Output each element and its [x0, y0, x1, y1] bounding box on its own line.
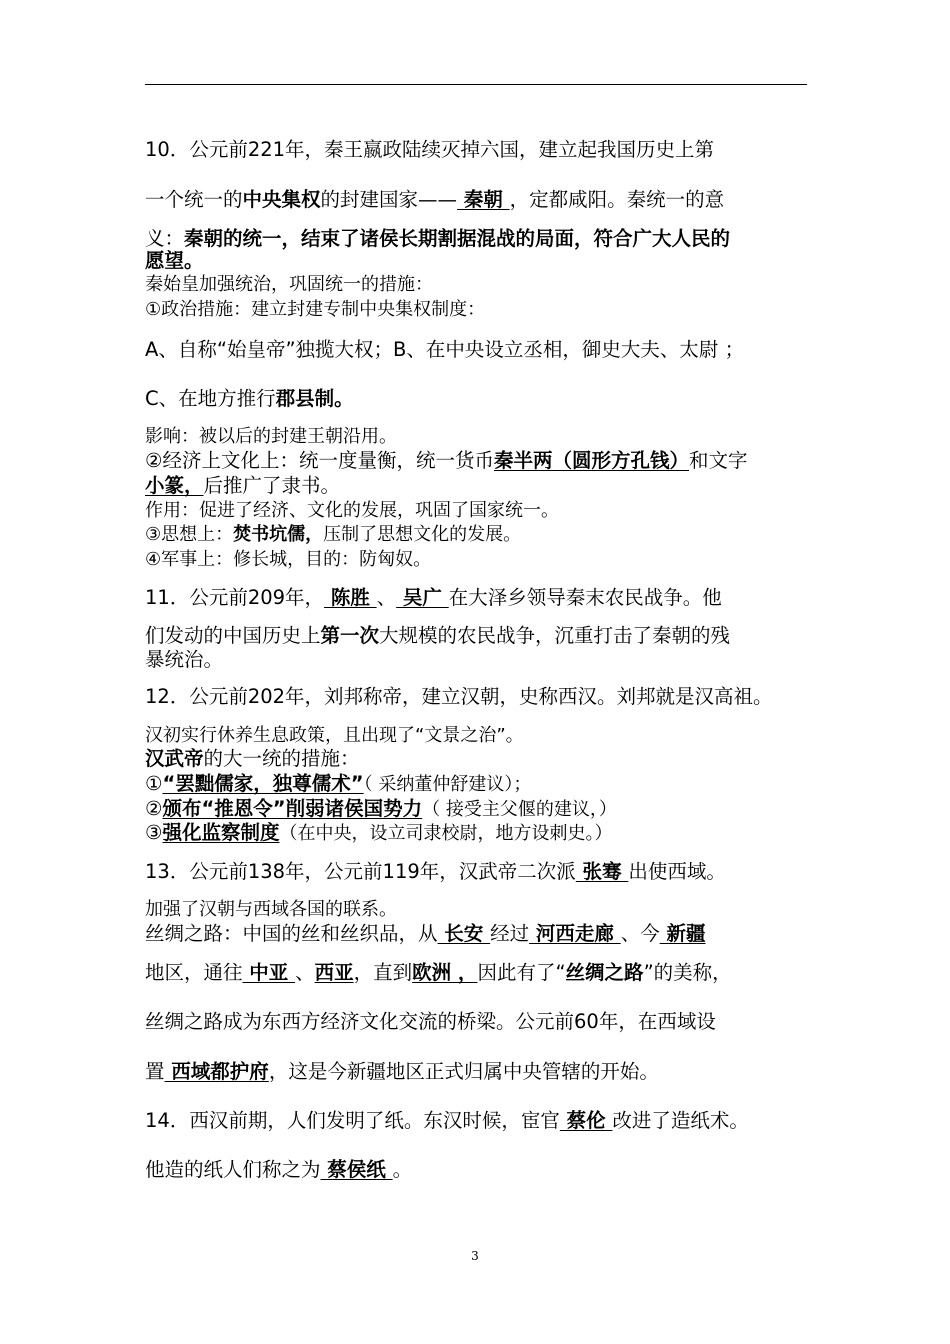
answer-blank: 小篆， — [145, 474, 204, 497]
q10-line-1: 10．公元前221年，秦王嬴政陆续灭掉六国，建立起我国历史上第 — [145, 138, 715, 161]
q14-line-2: 他造的纸人们称之为 蔡侯纸 。 — [145, 1158, 413, 1181]
q13-line-4: 地区，通往 中亚 、西亚，直到欧洲 ，因此有了“丝绸之路”的美称， — [145, 961, 732, 984]
q10-line-8: C、在地方推行郡县制。 — [145, 387, 354, 410]
q12-line-2: 汉初实行休养生息政策，且出现了“文景之治”。 — [145, 725, 524, 746]
q10-line-6: ①政治措施：建立封建专制中央集权制度： — [145, 299, 486, 320]
q10-line-7: A、自称“始皇帝”独揽大权；B、在中央设立丞相，御史大夫、太尉 ； — [145, 338, 745, 361]
q10-line-3: 义：秦朝的统一，结束了诸侯长期割据混战的局面，符合广大人民的 — [145, 227, 731, 250]
answer-blank: 西亚 — [314, 961, 354, 984]
q12-line-5: ②颁布“推恩令”削弱诸侯国势力（ 接受主父偃的建议，） — [145, 797, 617, 820]
q10-line-10: ②经济上文化上：统一度量衡，统一货币秦半两（圆形方孔钱）和文字 — [145, 449, 748, 472]
answer-blank: 西域都护府 — [164, 1060, 269, 1083]
page-number: 3 — [471, 1249, 479, 1263]
q11-line-3: 暴统治。 — [145, 648, 224, 671]
answer-blank: 长安 — [437, 922, 491, 945]
q14-line-1: 14．西汉前期，人们发明了纸。东汉时候，宦官 蔡伦 改进了造纸术。 — [145, 1109, 749, 1132]
q10-line-13: ③思想上：焚书坑儒，压制了思想文化的发展。 — [145, 524, 522, 545]
answer-blank: 河西走廊 — [529, 922, 621, 945]
q13-line-5: 丝绸之路成为东西方经济文化交流的桥梁。公元前60年，在西域设 — [145, 1010, 716, 1033]
q10-line-11: 小篆，后推广了隶书。 — [145, 474, 341, 497]
answer-blank: 颁布“推恩令”削弱诸侯国势力 — [162, 797, 423, 820]
q12-line-6: ③强化监察制度（在中央，设立司隶校尉，地方设刺史。） — [145, 821, 613, 844]
answer-blank: 欧洲 ， — [412, 961, 478, 984]
q10-line-14: ④军事上：修长城，目的：防匈奴。 — [145, 549, 432, 570]
q12-line-3: 汉武帝的大一统的措施： — [145, 747, 360, 770]
answer-blank: 中亚 — [242, 961, 296, 984]
q10-line-4: 愿望。 — [145, 249, 204, 272]
header-rule — [145, 84, 807, 85]
q12-line-1: 12．公元前202年，刘邦称帝，建立汉朝，史称西汉。刘邦就是汉高祖。 — [145, 685, 773, 708]
answer-blank: 蔡侯纸 — [320, 1158, 393, 1181]
q11-line-2: 们发动的中国历史上第一次大规模的农民战争，沉重打击了秦朝的残 — [145, 624, 731, 647]
q13-line-3: 丝绸之路：中国的丝和丝织品，从 长安 经过 河西走廊 、今 新疆 — [145, 922, 706, 945]
answer-blank: 张骞 — [575, 860, 629, 883]
answer-blank: 新疆 — [659, 922, 706, 945]
q13-line-2: 加强了汉朝与西域各国的联系。 — [145, 899, 397, 920]
q10-line-5: 秦始皇加强统治，巩固统一的措施： — [145, 274, 433, 295]
answer-blank: 秦半两（圆形方孔钱） — [493, 449, 689, 472]
q10-line-9: 影响：被以后的封建王朝沿用。 — [145, 426, 397, 447]
q10-line-12: 作用：促进了经济、文化的发展，巩固了国家统一。 — [145, 500, 559, 521]
q13-line-6: 置 西域都护府，这是今新疆地区正式归属中央管辖的开始。 — [145, 1060, 659, 1083]
answer-blank: 强化监察制度 — [162, 821, 280, 844]
answer-blank: 蔡伦 — [559, 1109, 613, 1132]
q10-line-2: 一个统一的中央集权的封建国家—— 秦朝 ，定都咸阳。秦统一的意 — [145, 188, 725, 211]
answer-blank: 秦朝 — [457, 188, 510, 211]
answer-blank: 吴广 — [396, 586, 449, 609]
q13-line-1: 13．公元前138年，公元前119年，汉武帝二次派 张骞 出使西域。 — [145, 860, 726, 883]
q11-line-1: 11．公元前209年， 陈胜 、 吴广 在大泽乡领导秦末农民战争。他 — [145, 586, 722, 609]
q12-line-4: ①“罢黜儒家，独尊儒术”（ 采纳董仲舒建议）； — [145, 772, 532, 795]
answer-blank: 陈胜 — [324, 586, 377, 609]
answer-blank: “罢黜儒家，独尊儒术” — [162, 772, 364, 795]
